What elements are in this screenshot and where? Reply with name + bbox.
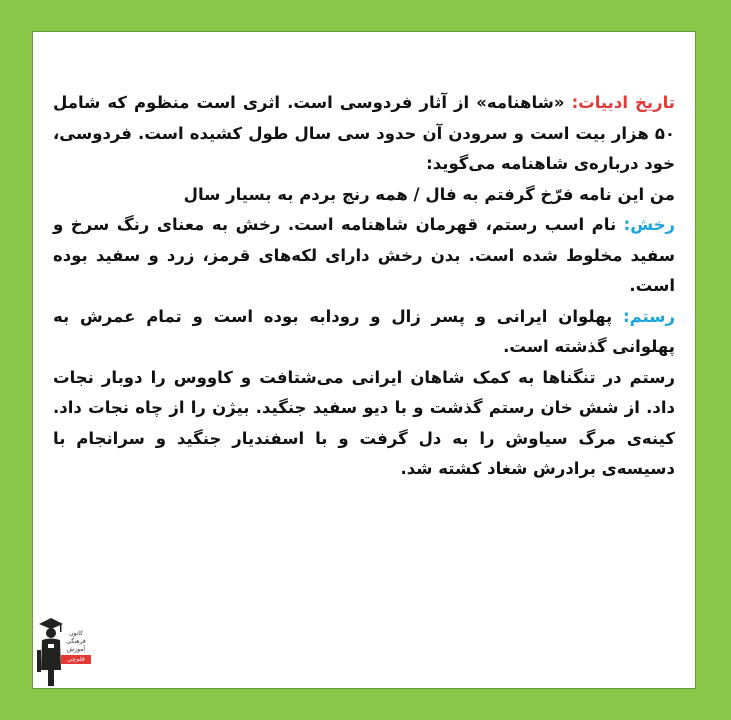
paragraph-rakhsh — [53, 210, 675, 302]
paragraph-text: «شاهنامه» از آثار فردوسی است. اثری است منظوم که شامل ۵۰ هزار بیت است و سرودن آن حدود سی سال طول کشیده است. فردوسی، خود درباره‌ی شاهنامه می‌گوید: — [53, 93, 675, 173]
logo-line-3: آموزش — [66, 646, 86, 653]
paragraph-rostam — [53, 302, 675, 363]
logo-tag: قلم‌چی — [61, 655, 91, 664]
logo-line-2: فرهنگی — [66, 638, 86, 645]
verse-text: من این نامه فرّخ گرفتم به فال / همه رنج بردم به بسیار سال — [183, 184, 675, 204]
paragraph-verse — [53, 180, 675, 211]
paragraph-literary-history — [53, 88, 675, 180]
graduate-figure-icon — [37, 612, 63, 686]
logo-line-1: کانون — [69, 630, 83, 637]
label-literary-history: تاریخ ادبیات: — [571, 93, 675, 112]
content-card — [32, 31, 696, 689]
label-rakhsh: رخش: — [623, 215, 675, 234]
logo-text — [61, 630, 91, 664]
paragraph-text: نام اسب رستم، قهرمان شاهنامه است. رخش به معنای رنگ سرخ و سفید مخلوط شده است. بدن رخش دارای لکه‌های قرمز، زرد و سفید بوده است. — [53, 215, 675, 295]
paragraph-rostam-deeds — [53, 363, 675, 485]
paragraph-text: پهلوان ایرانی و پسر زال و رودابه بوده است و تمام عمرش به پهلوانی گذشته است. — [53, 306, 675, 356]
paragraph-text: رستم در تنگناها به کمک شاهان ایرانی می‌شتافت و کاووس را دوبار نجات داد. از شش خان رستم گذشت و با دیو سفید جنگید. بیژن را از چاه نجات داد. کینه‌ی مرگ سیاوش را به دل گرفت و با اسفندیار جنگید و سرانجام با دسیسه‌ی برادرش شغاد کشته شد. — [53, 367, 675, 478]
label-rostam: رستم: — [623, 306, 675, 326]
publisher-logo — [37, 612, 93, 686]
text-body — [53, 88, 675, 485]
